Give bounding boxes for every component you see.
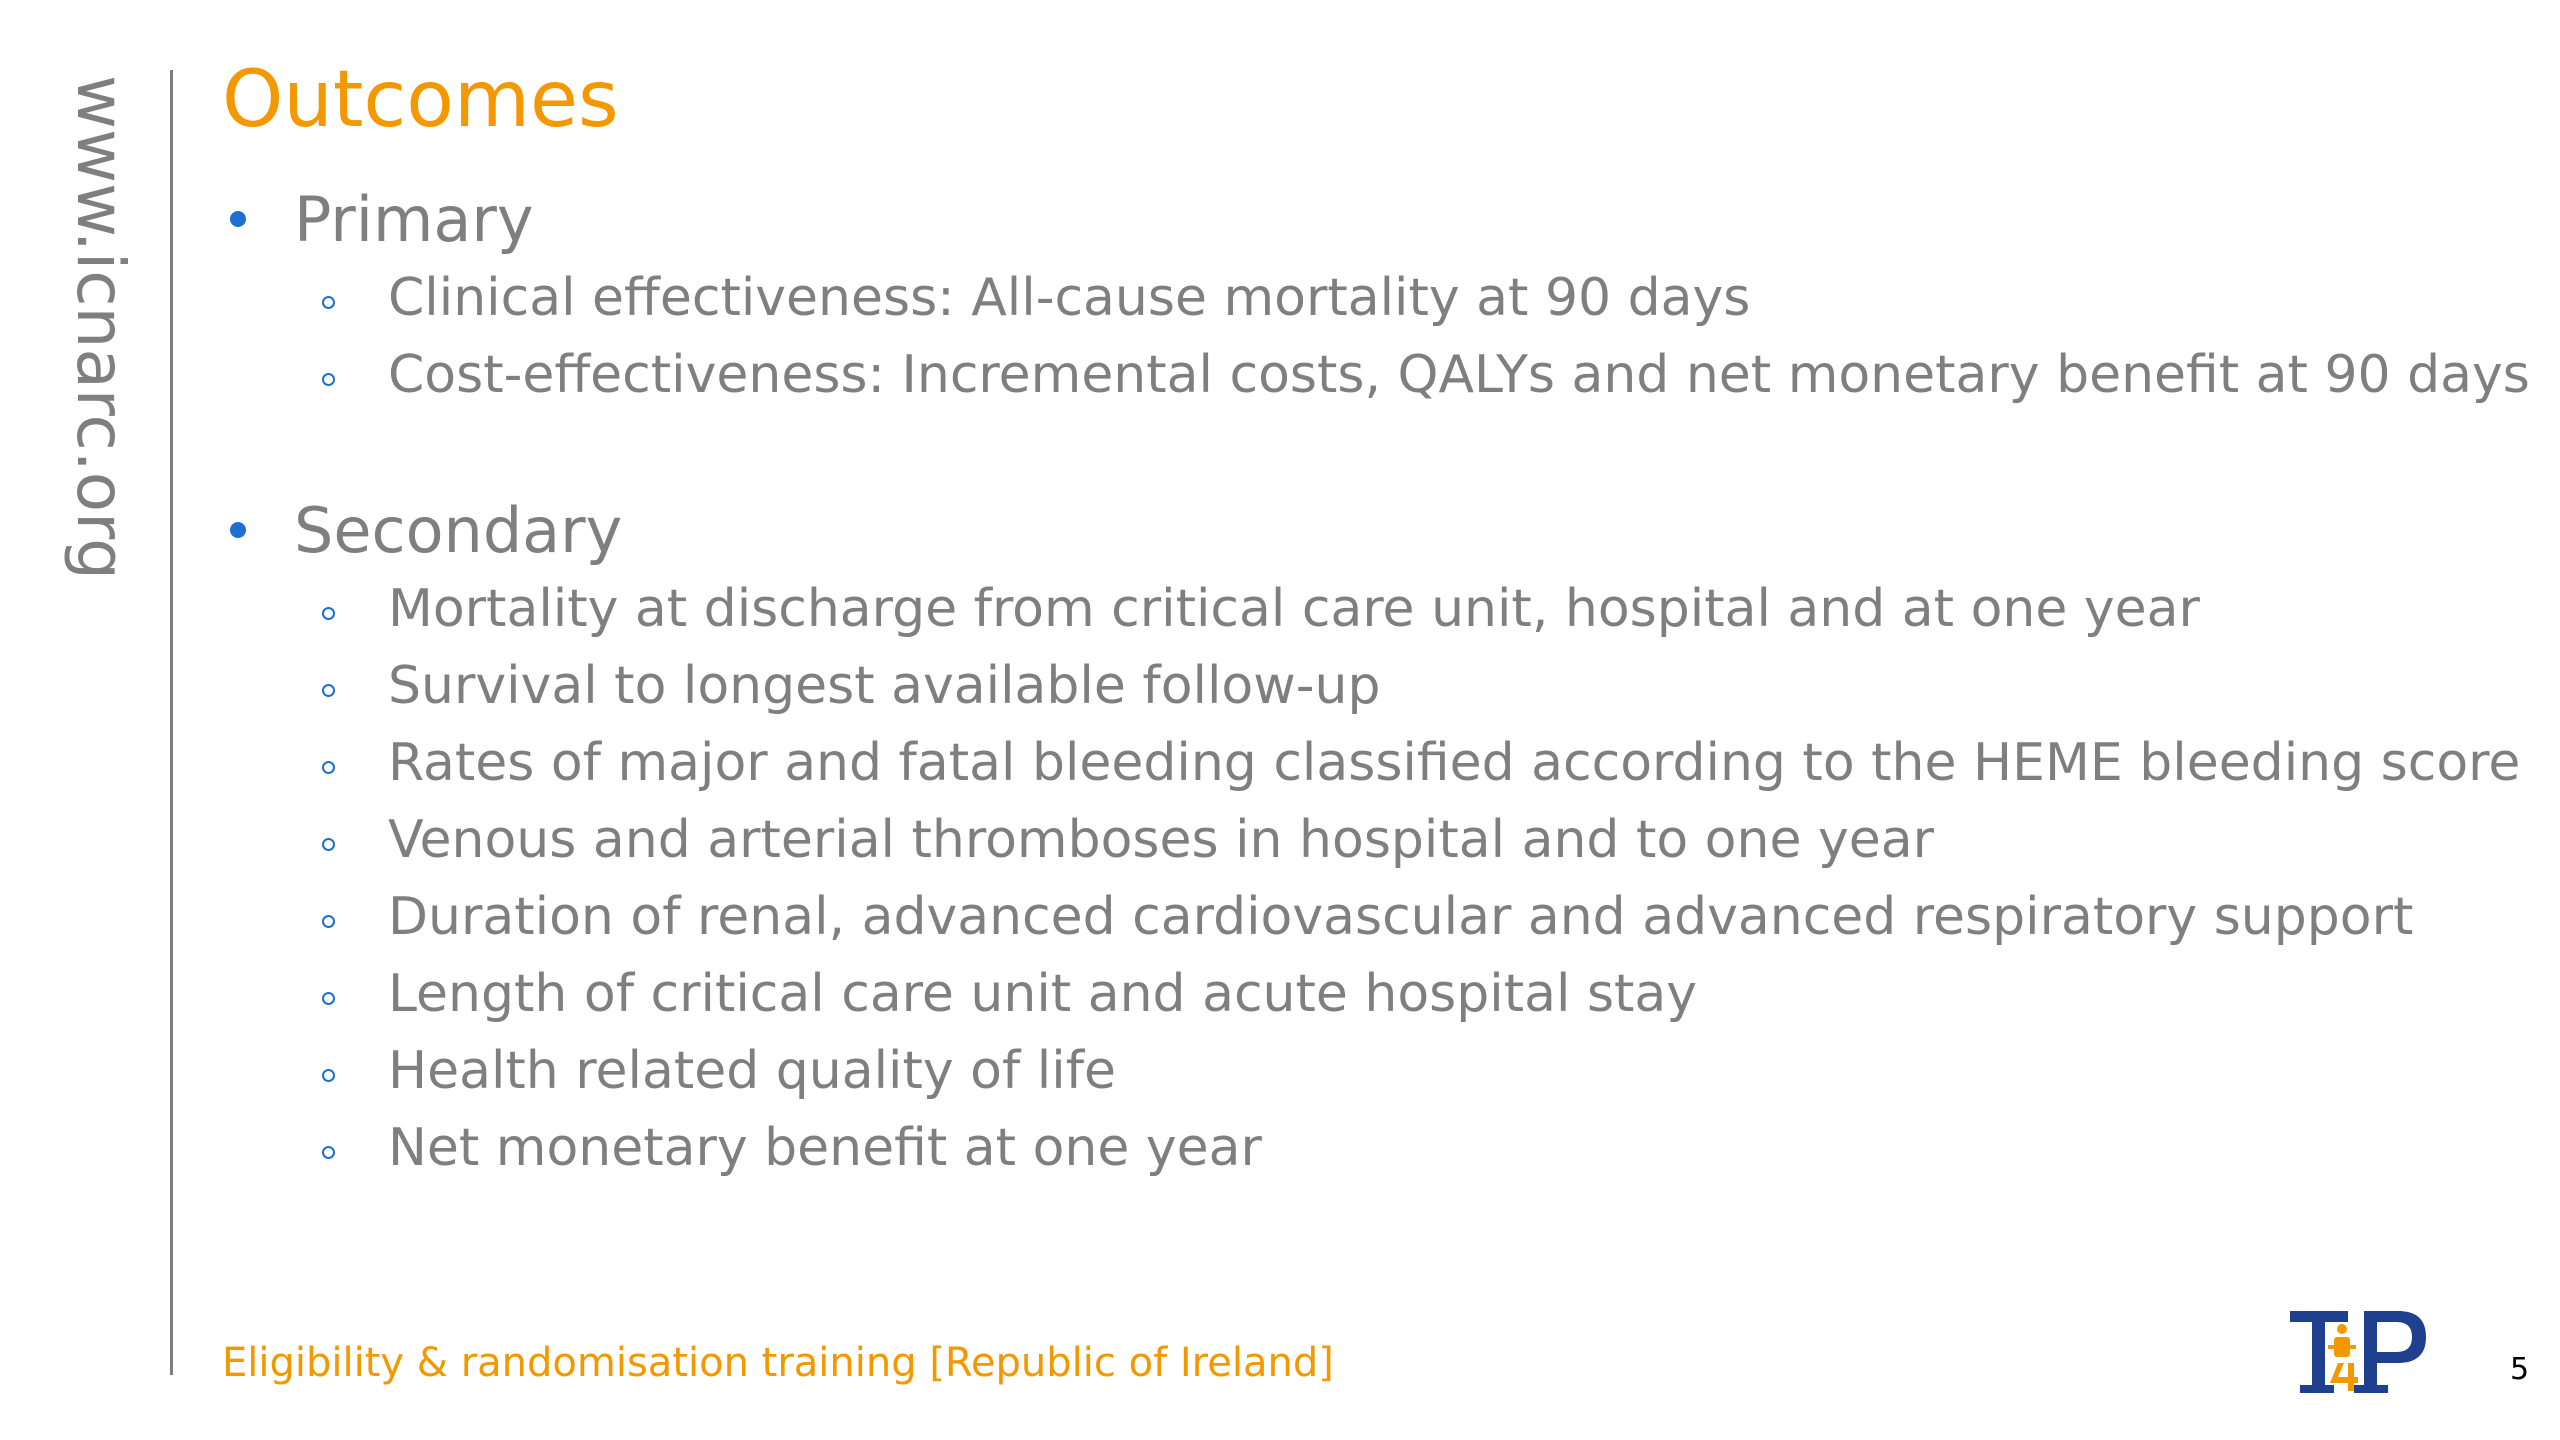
list-item	[222, 260, 2522, 337]
section-heading-label: Secondary	[294, 494, 623, 567]
list-item-text: Venous and arterial thromboses in hospital and to one year	[388, 810, 1934, 870]
list-item-text: Mortality at discharge from critical care unit, hospital and at one year	[388, 579, 2200, 639]
bullet-dot-icon	[230, 211, 246, 227]
section-heading-primary	[222, 180, 2522, 260]
list-item	[222, 879, 2522, 956]
bullet-ring-icon	[322, 992, 335, 1005]
bullet-ring-icon	[322, 761, 335, 774]
footer-text: Eligibility & randomisation training [Republic of Ireland]	[222, 1340, 1334, 1386]
bullet-ring-icon	[322, 607, 335, 620]
t4p-logo-icon	[2290, 1305, 2430, 1405]
list-item-text: Length of critical care unit and acute hospital stay	[388, 964, 1698, 1024]
bullet-ring-icon	[322, 838, 335, 851]
list-item-text: Survival to longest available follow-up	[388, 656, 1381, 716]
section-spacer	[222, 414, 2522, 491]
list-item-text: Health related quality of life	[388, 1041, 1116, 1101]
vertical-divider	[170, 70, 173, 1375]
bullet-dot-icon	[230, 522, 246, 538]
list-item	[222, 337, 2530, 414]
section-heading-label: Primary	[294, 183, 534, 256]
bullet-ring-icon	[322, 373, 335, 386]
list-item-text: Cost-effectiveness: Incremental costs, QALYs and net monetary benefit at 90 days	[388, 345, 2530, 405]
side-url-container	[50, 75, 150, 605]
bullet-content	[222, 180, 2530, 1187]
section-heading-secondary	[222, 491, 2522, 571]
list-item	[222, 802, 2522, 879]
slide-title: Outcomes	[222, 55, 619, 145]
list-item	[222, 725, 2522, 802]
list-item	[222, 571, 2522, 648]
bullet-ring-icon	[322, 296, 335, 309]
page-number: 5	[2510, 1352, 2530, 1387]
bullet-ring-icon	[322, 1146, 335, 1159]
list-item	[222, 648, 2522, 725]
list-item	[222, 1033, 2522, 1110]
bullet-ring-icon	[322, 915, 335, 928]
list-item	[222, 956, 2522, 1033]
side-url-text: www.icnarc.org	[62, 75, 139, 580]
list-item-text: Clinical effectiveness: All-cause mortality at 90 days	[388, 268, 1751, 328]
bullet-ring-icon	[322, 1069, 335, 1082]
list-item-text: Net monetary benefit at one year	[388, 1118, 1262, 1178]
list-item-text: Rates of major and fatal bleeding classified according to the HEME bleeding score	[388, 733, 2521, 793]
list-item-text: Duration of renal, advanced cardiovascular and advanced respiratory support	[388, 887, 2414, 947]
bullet-ring-icon	[322, 684, 335, 697]
list-item	[222, 1110, 2522, 1187]
